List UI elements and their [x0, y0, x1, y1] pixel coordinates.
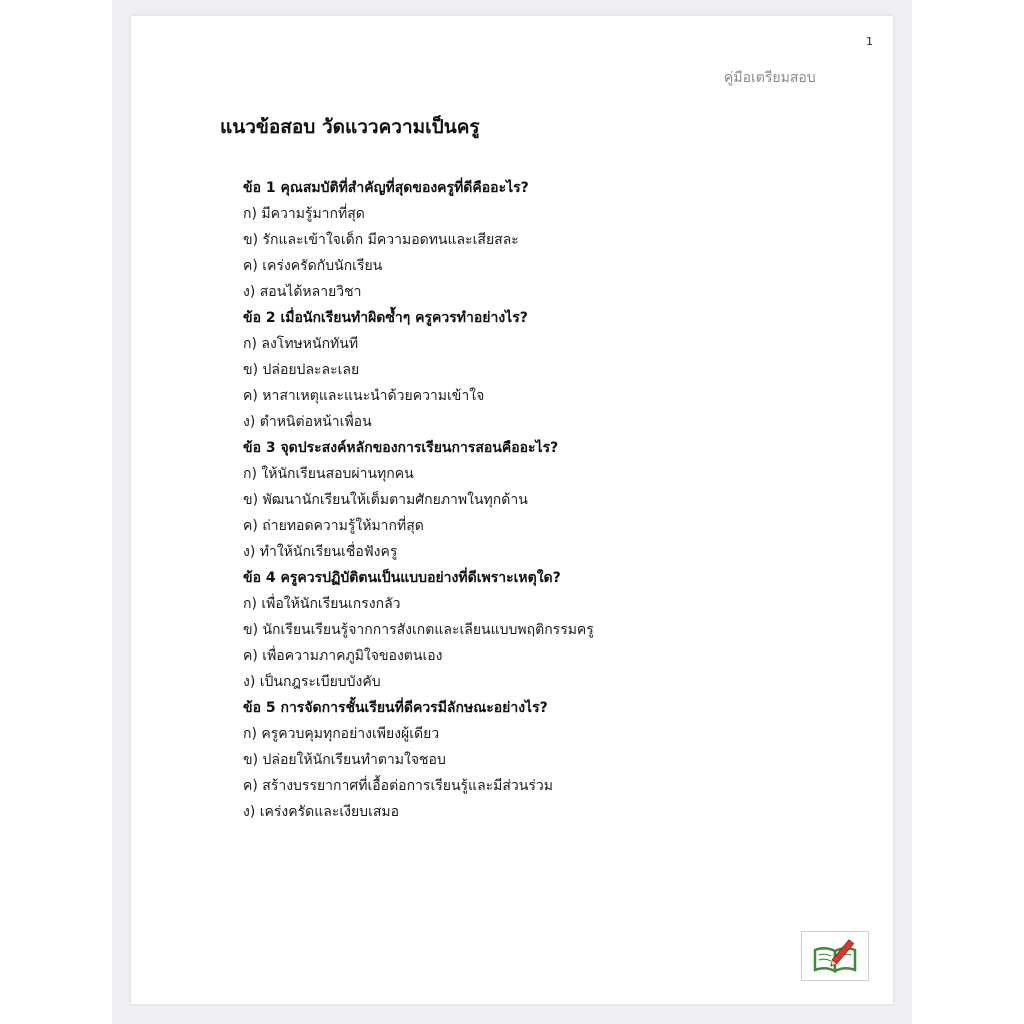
- page-title: แนวข้อสอบ วัดแววความเป็นครู: [220, 116, 480, 138]
- question-option: ก) ลงโทษหนักทันที: [243, 336, 359, 352]
- question-option: ก) เพื่อให้นักเรียนเกรงกลัว: [243, 596, 401, 612]
- question-option: ง) ทำให้นักเรียนเชื่อฟังครู: [243, 544, 398, 560]
- question-title: ข้อ 5 การจัดการชั้นเรียนที่ดีควรมีลักษณะอย่างไร?: [243, 700, 548, 716]
- question-option: ค) เคร่งครัดกับนักเรียน: [243, 258, 383, 274]
- question-list: [243, 175, 843, 825]
- page-header: คู่มือเตรียมสอบ: [724, 70, 816, 86]
- question-option: ง) เป็นกฎระเบียบบังคับ: [243, 674, 381, 690]
- question-title: ข้อ 1 คุณสมบัติที่สำคัญที่สุดของครูที่ดีคืออะไร?: [243, 180, 529, 196]
- question-option: ง) เคร่งครัดและเงียบเสมอ: [243, 804, 400, 820]
- question-option: ง) สอนได้หลายวิชา: [243, 284, 362, 300]
- question-option: ค) เพื่อความภาคภูมิใจของตนเอง: [243, 648, 443, 664]
- question-title: ข้อ 3 จุดประสงค์หลักของการเรียนการสอนคืออะไร?: [243, 440, 559, 456]
- open-book-pencil-icon: [809, 936, 861, 976]
- question-option: ค) สร้างบรรยากาศที่เอื้อต่อการเรียนรู้และมีส่วนร่วม: [243, 778, 553, 794]
- question-option: ง) ตำหนิต่อหน้าเพื่อน: [243, 414, 372, 430]
- question-option: ข) รักและเข้าใจเด็ก มีความอดทนและเสียสละ: [243, 232, 519, 248]
- question-option: ค) ถ่ายทอดความรู้ให้มากที่สุด: [243, 518, 424, 534]
- question-option: ข) พัฒนานักเรียนให้เต็มตามศักยภาพในทุกด้าน: [243, 492, 528, 508]
- question-title: ข้อ 2 เมื่อนักเรียนทำผิดซ้ำๆ ครูควรทำอย่างไร?: [243, 310, 528, 326]
- question-option: ข) นักเรียนเรียนรู้จากการสังเกตและเลียนแบบพฤติกรรมครู: [243, 622, 594, 638]
- question-option: ก) ให้นักเรียนสอบผ่านทุกคน: [243, 466, 414, 482]
- question-title: ข้อ 4 ครูควรปฏิบัติตนเป็นแบบอย่างที่ดีเพราะเหตุใด?: [243, 570, 561, 586]
- question-option: ก) มีความรู้มากที่สุด: [243, 206, 365, 222]
- question-option: ข) ปล่อยปละละเลย: [243, 362, 360, 378]
- book-logo-badge: [801, 931, 869, 981]
- question-option: ค) หาสาเหตุและแนะนำด้วยความเข้าใจ: [243, 388, 485, 404]
- document-page: [131, 16, 893, 1004]
- question-option: ก) ครูควบคุมทุกอย่างเพียงผู้เดียว: [243, 726, 440, 742]
- page-number: 1: [866, 35, 873, 48]
- question-option: ข) ปล่อยให้นักเรียนทำตามใจชอบ: [243, 752, 446, 768]
